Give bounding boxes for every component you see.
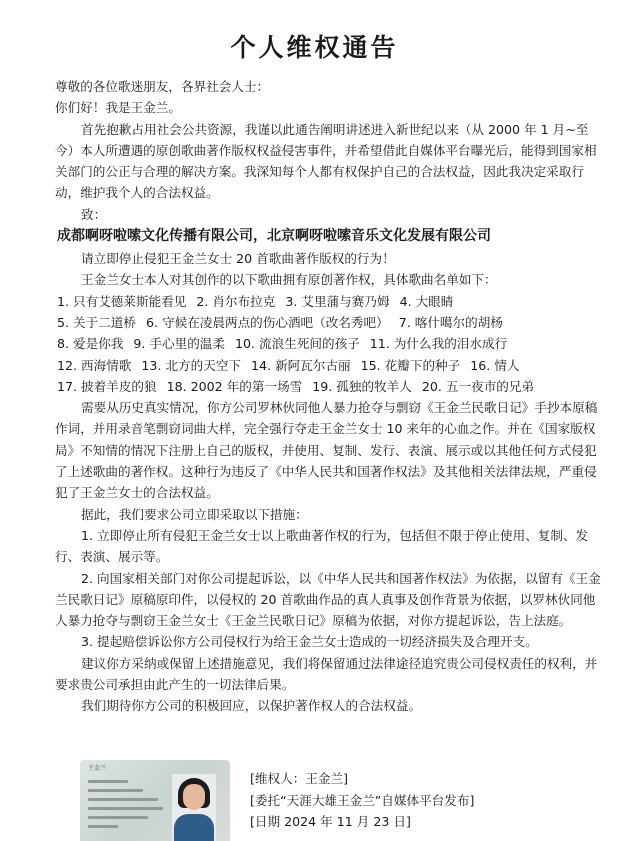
addressee: 成都啊呀啦嗦文化传播有限公司，北京啊呀啦嗦音乐文化发展有限公司 — [57, 228, 491, 245]
measure-3: 3. 提起赔偿诉讼你方公司侵权行为给王金兰女士造成的一切经济损失及合理开支。 — [81, 634, 538, 650]
song-item: 11. 为什么我的泪水成行 — [369, 336, 508, 352]
song-item: 9. 手心里的温柔 — [133, 336, 225, 352]
song-row — [57, 312, 605, 333]
song-item: 6. 守候在凌晨两点的伤心酒吧（改名秀吧） — [146, 314, 389, 330]
sign-delegate: [委托“天涯大雄王金兰”自媒体平台发布] — [250, 792, 475, 808]
song-row — [57, 333, 605, 354]
song-row — [57, 376, 605, 397]
to-label: 致： — [81, 206, 107, 222]
song-item: 12. 西海情歌 — [57, 357, 132, 373]
song-item: 15. 花瓣下的种子 — [360, 357, 461, 373]
sign-person: [维权人：王金兰] — [250, 771, 348, 786]
song-item: 18. 2002 年的第一场雪 — [166, 378, 303, 394]
closing-paragraph: 我们期待你方公司的积极回应，以保护著作权人的合法权益。 — [81, 698, 422, 714]
request-line: 请立即停止侵犯王金兰女士 20 首歌曲著作版权的行为！ — [81, 251, 395, 267]
song-item: 20. 五一夜市的兄弟 — [421, 378, 535, 394]
id-card-text-lines — [88, 770, 168, 834]
id-card-image — [80, 760, 230, 841]
measure-1: 1. 立即停止所有侵犯王金兰女士以上歌曲著作权的行为，包括但不限于停止使用、复制、发行、表演、展示等。 — [55, 527, 589, 565]
song-row — [57, 355, 605, 376]
song-item: 3. 艾里蒲与赛乃姆 — [285, 293, 390, 309]
hello: 你们好！我是王金兰。 — [55, 100, 181, 116]
measure-2: 2. 向国家相关部门对你公司提起诉讼，以《中华人民共和国著作权法》为依据，以留有《王金兰民歌日记》原稿原印件，以侵权的 20 首歌曲作品的真人真事及创作背景为依据，以罗林伙同他人暴力抢夺与剽窃王金兰女士《王金兰民歌日记》原稿为依据，对你方提起诉讼，告上法庭。 — [55, 570, 601, 629]
measures-intro: 据此，我们要求公司立即采取以下措施： — [81, 506, 308, 522]
song-row — [57, 291, 605, 312]
song-item: 8. 爱是你我 — [57, 336, 124, 352]
song-list — [57, 291, 605, 397]
signature-block — [250, 768, 474, 833]
songs-intro: 王金兰女士本人对其创作的以下歌曲拥有原创著作权，具体歌曲名单如下： — [81, 272, 497, 288]
song-item: 19. 孤独的牧羊人 — [312, 378, 412, 394]
song-item: 16. 情人 — [470, 357, 520, 373]
song-item: 1. 只有艾德莱斯能看见 — [57, 293, 187, 309]
notice-body — [55, 76, 605, 717]
id-card-name: 王金兰 — [88, 765, 107, 772]
song-item: 2. 肖尔布拉克 — [196, 293, 276, 309]
facts-paragraph: 需要从历史真实情况，你方公司罗林伙同他人暴力抢夺与剽窃《王金兰民歌日记》手抄本原稿作词，并用录音笔剽窃词曲大样，完全强行夺走王金兰女士 10 来年的心血之作。并在《国家版权局》不知情的情况下注册上自己的版权，并使用、复制、发行、表演、展示或以其他任何方式侵犯了上述歌曲的著作权。这种行为违反了《中华人民共和国著作权法》及其他相关法律法规，严重侵犯了王金兰女士的合法权益。 — [55, 400, 598, 501]
song-item: 5. 关于二道桥 — [57, 314, 136, 330]
intro-paragraph: 首先抱歉占用社会公共资源，我谨以此通告阐明讲述进入新世纪以来（从 2000 年 1 月~至今）本人所遭遇的原创歌曲著作版权权益侵害事件，并希望借此自媒体平台曝光后，能得到国家相关部门的公正与合理的解决方案。我深知每个人都有权保护自己的合法权益，因此我决定采取行动，维护我个人的合法权益。 — [55, 121, 597, 201]
song-item: 14. 新阿瓦尔古丽 — [251, 357, 351, 373]
song-item: 7. 喀什噶尔的胡杨 — [398, 314, 503, 330]
legal-paragraph: 建议你方采纳或保留上述措施意见，我们将保留通过法律途径追究贵公司侵权责任的权利，并要求贵公司承担由此产生的一切法律后果。 — [55, 655, 598, 693]
song-item: 4. 大眼睛 — [399, 293, 454, 309]
song-item: 10. 流浪生死间的孩子 — [235, 336, 360, 352]
notice-title: 个人维权通告 — [230, 33, 399, 62]
greeting: 尊敬的各位歌迷朋友，各界社会人士： — [55, 79, 270, 94]
song-item: 13. 北方的天空下 — [141, 357, 242, 373]
id-card-photo — [172, 774, 216, 841]
sign-date: [日期 2024 年 11 月 23 日] — [250, 814, 411, 829]
song-item: 17. 披着羊皮的狼 — [57, 378, 157, 394]
